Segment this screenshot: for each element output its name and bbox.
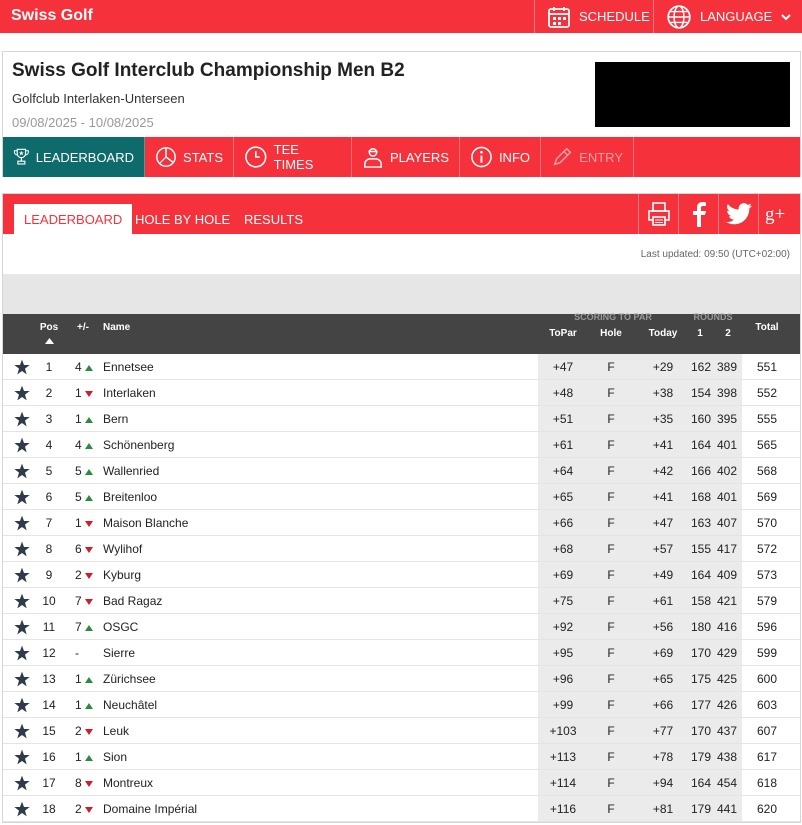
row-total: 579	[756, 594, 778, 608]
row-round-2: 407	[716, 516, 738, 530]
chevron-down-icon	[780, 11, 792, 23]
row-move-value: 6	[75, 542, 82, 556]
move-down-icon	[85, 521, 93, 527]
row-hole: F	[607, 802, 615, 816]
row-round-1: 166	[690, 464, 712, 478]
row-hole: F	[607, 568, 615, 582]
row-hole: F	[607, 516, 615, 530]
row-team-name[interactable]: Neuchâtel	[103, 698, 158, 712]
row-team-name[interactable]: Leuk	[103, 724, 130, 738]
row-hole: F	[607, 750, 615, 764]
row-hole: F	[607, 672, 615, 686]
row-hole: F	[607, 646, 615, 660]
row-move	[75, 698, 101, 712]
row-move	[75, 646, 101, 660]
header-plusminus: +/-	[77, 322, 89, 333]
row-move	[75, 672, 101, 686]
row-total: 603	[756, 698, 778, 712]
nav-info[interactable]	[460, 137, 541, 177]
row-round-2: 409	[716, 568, 738, 582]
event-dates: 09/08/2025 - 10/08/2025	[12, 115, 154, 130]
facebook-share-button[interactable]	[678, 194, 718, 234]
row-total: 573	[756, 568, 778, 582]
row-topar: +92	[552, 620, 574, 634]
row-total: 617	[756, 750, 778, 764]
row-team-name[interactable]: Schönenberg	[103, 438, 175, 452]
header-scoring-to-par: SCORING TO PAR	[574, 312, 652, 322]
trophy-icon	[13, 144, 30, 170]
move-up-icon	[85, 703, 93, 709]
row-move	[75, 542, 101, 556]
nav-info-label: INFO	[498, 149, 530, 165]
clock-icon	[244, 145, 268, 169]
row-move	[75, 568, 101, 582]
facebook-icon	[688, 201, 710, 227]
row-move	[75, 802, 101, 816]
schedule-label: SCHEDULE	[579, 9, 650, 24]
row-topar: +113	[549, 750, 577, 764]
brand-logo[interactable]: Swiss Golf	[11, 7, 93, 24]
star-icon[interactable]	[14, 801, 30, 817]
row-pos: 10	[42, 594, 56, 608]
row-move	[75, 516, 101, 530]
row-move-value: 2	[75, 724, 82, 738]
row-topar: +114	[549, 776, 577, 790]
row-total: 551	[756, 360, 778, 374]
row-team-name[interactable]: Bad Ragaz	[103, 594, 163, 608]
table-header	[3, 314, 800, 354]
header-topar: ToPar	[549, 328, 577, 339]
row-topar: +116	[549, 802, 577, 816]
star-icon[interactable]	[14, 619, 30, 635]
header-pos[interactable]: Pos	[39, 322, 59, 333]
row-pos: 15	[42, 724, 56, 738]
row-team-name[interactable]: Maison Blanche	[103, 516, 189, 530]
row-move-value: 1	[75, 698, 82, 712]
move-down-icon	[85, 599, 93, 605]
row-round-2: 441	[716, 802, 738, 816]
row-total: 565	[756, 438, 778, 452]
row-pos: 11	[42, 620, 56, 634]
row-total: 572	[756, 542, 778, 556]
row-team-name[interactable]: Wylihof	[103, 542, 143, 556]
row-round-2: 437	[716, 724, 738, 738]
row-move-value: 5	[75, 490, 82, 504]
row-topar: +103	[549, 724, 577, 738]
star-icon[interactable]	[14, 749, 30, 765]
header-hole: Hole	[600, 328, 622, 339]
row-pos: 1	[45, 360, 53, 374]
nav-stats-label: STATS	[183, 149, 223, 165]
header-round-2: 2	[725, 328, 731, 339]
table-row[interactable]	[3, 666, 800, 692]
event-title: Swiss Golf Interclub Championship Men B2	[12, 60, 405, 81]
star-icon[interactable]	[14, 775, 30, 791]
move-up-icon	[85, 495, 93, 501]
row-round-1: 162	[690, 360, 712, 374]
row-today: +41	[652, 438, 674, 452]
leaderboard-subnav	[3, 194, 800, 234]
row-today: +69	[652, 646, 674, 660]
nav-leaderboard-label: LEADERBOARD	[35, 149, 134, 165]
row-round-2: 417	[716, 542, 738, 556]
table-row[interactable]	[3, 640, 800, 666]
row-round-2: 454	[716, 776, 738, 790]
sponsor-logo	[595, 62, 790, 127]
row-topar: +51	[552, 412, 574, 426]
row-today: +94	[652, 776, 674, 790]
row-move	[75, 464, 101, 478]
row-topar: +66	[552, 516, 574, 530]
row-today: +57	[652, 542, 674, 556]
star-icon[interactable]	[14, 723, 30, 739]
row-round-1: 175	[690, 672, 712, 686]
svg-text:g+: g+	[764, 204, 785, 225]
row-round-1: 170	[690, 724, 712, 738]
table-row[interactable]	[3, 380, 800, 406]
row-hole: F	[607, 464, 615, 478]
star-icon[interactable]	[14, 463, 30, 479]
sort-up-icon	[45, 338, 54, 344]
row-round-1: 164	[690, 438, 712, 452]
row-today: +81	[652, 802, 674, 816]
star-icon[interactable]	[14, 697, 30, 713]
row-total: 600	[756, 672, 778, 686]
row-hole: F	[607, 776, 615, 790]
nav-tee-times-label: TEE TIMES	[273, 142, 314, 172]
row-topar: +48	[552, 386, 574, 400]
table-row[interactable]	[3, 484, 800, 510]
row-round-2: 416	[716, 620, 738, 634]
move-up-icon	[85, 417, 93, 423]
star-icon[interactable]	[14, 567, 30, 583]
row-hole: F	[607, 490, 615, 504]
event-nav	[3, 137, 800, 177]
row-round-1: 179	[690, 750, 712, 764]
table-row[interactable]	[3, 536, 800, 562]
row-team-name[interactable]: Sion	[103, 750, 128, 764]
row-move	[75, 360, 101, 374]
row-today: +41	[652, 490, 674, 504]
row-pos: 17	[42, 776, 56, 790]
star-icon[interactable]	[14, 515, 30, 531]
row-move-value: 1	[75, 412, 82, 426]
header-round-1: 1	[697, 328, 703, 339]
last-updated: Last updated: 09:50 (UTC+02:00)	[640, 249, 790, 260]
row-today: +61	[652, 594, 674, 608]
row-move	[75, 724, 101, 738]
leaderboard-rows	[3, 354, 800, 822]
row-topar: +47	[552, 360, 574, 374]
row-pos: 6	[45, 490, 53, 504]
row-round-2: 402	[716, 464, 738, 478]
row-pos: 18	[42, 802, 56, 816]
move-down-icon	[85, 729, 93, 735]
row-move	[75, 412, 101, 426]
row-round-1: 158	[690, 594, 712, 608]
language-label: LANGUAGE	[700, 9, 773, 24]
google-plus-share-button[interactable]	[758, 194, 798, 234]
event-header	[2, 51, 801, 177]
row-move	[75, 620, 101, 634]
row-topar: +64	[552, 464, 574, 478]
event-club: Golfclub Interlaken-Unterseen	[12, 91, 185, 106]
leaderboard-panel	[2, 193, 801, 823]
row-today: +42	[652, 464, 674, 478]
calendar-icon	[547, 5, 571, 29]
table-row[interactable]	[3, 770, 800, 796]
table-row[interactable]	[3, 692, 800, 718]
row-pos: 3	[45, 412, 53, 426]
google-plus-icon	[764, 203, 794, 225]
row-hole: F	[607, 360, 615, 374]
move-down-icon	[85, 547, 93, 553]
row-team-name[interactable]: Montreux	[103, 776, 154, 790]
row-round-1: 180	[690, 620, 712, 634]
row-pos: 7	[45, 516, 53, 530]
nav-players-label: PLAYERS	[389, 149, 449, 165]
row-total: 607	[756, 724, 778, 738]
row-pos: 2	[45, 386, 53, 400]
row-today: +56	[652, 620, 674, 634]
move-up-icon	[85, 443, 93, 449]
row-move-value: 8	[75, 776, 82, 790]
header-rounds: ROUNDS	[693, 312, 733, 322]
row-move-value: 7	[75, 620, 82, 634]
star-icon[interactable]	[14, 541, 30, 557]
tab-results[interactable]: RESULTS	[244, 211, 303, 227]
move-up-icon	[85, 365, 93, 371]
row-round-2: 425	[716, 672, 738, 686]
info-icon	[470, 145, 493, 169]
tab-leaderboard[interactable]: LEADERBOARD	[14, 204, 132, 234]
row-round-2: 395	[716, 412, 738, 426]
move-up-icon	[85, 677, 93, 683]
row-move-value: 1	[75, 750, 82, 764]
row-pos: 13	[42, 672, 56, 686]
row-today: +38	[652, 386, 674, 400]
table-row[interactable]	[3, 796, 800, 822]
row-total: 555	[756, 412, 778, 426]
row-topar: +95	[552, 646, 574, 660]
nav-tee-times[interactable]	[234, 137, 352, 177]
nav-players[interactable]	[352, 137, 460, 177]
row-team-name[interactable]: Ennetsee	[103, 360, 154, 374]
row-topar: +96	[552, 672, 574, 686]
row-hole: F	[607, 542, 615, 556]
star-icon[interactable]	[14, 359, 30, 375]
row-round-1: 170	[690, 646, 712, 660]
row-move-value: 2	[75, 568, 82, 582]
table-row[interactable]	[3, 510, 800, 536]
row-move	[75, 386, 101, 400]
row-team-name[interactable]: Sierre	[103, 646, 136, 660]
row-total: 552	[756, 386, 778, 400]
row-team-name[interactable]: Interlaken	[103, 386, 156, 400]
row-round-1: 164	[690, 568, 712, 582]
row-move-value: 7	[75, 594, 82, 608]
row-topar: +68	[552, 542, 574, 556]
row-round-2: 429	[716, 646, 738, 660]
nav-entry	[541, 137, 634, 177]
row-topar: +99	[552, 698, 574, 712]
row-hole: F	[607, 724, 615, 738]
row-team-name[interactable]: Kyburg	[103, 568, 142, 582]
header-total: Total	[755, 322, 779, 333]
move-up-icon	[85, 469, 93, 475]
row-total: 568	[756, 464, 778, 478]
schedule-button[interactable]	[534, 0, 653, 33]
row-round-1: 155	[690, 542, 712, 556]
row-round-2: 426	[716, 698, 738, 712]
row-move-value: 1	[75, 672, 82, 686]
row-round-1: 154	[690, 386, 712, 400]
twitter-share-button[interactable]	[718, 194, 758, 234]
star-icon[interactable]	[14, 671, 30, 687]
row-hole: F	[607, 386, 615, 400]
twitter-icon	[726, 203, 752, 225]
row-today: +77	[652, 724, 674, 738]
move-down-icon	[85, 781, 93, 787]
row-round-1: 179	[690, 802, 712, 816]
header-today: Today	[648, 328, 678, 339]
row-topar: +61	[552, 438, 574, 452]
row-total: 596	[756, 620, 778, 634]
row-total: 599	[756, 646, 778, 660]
row-round-1: 177	[690, 698, 712, 712]
row-hole: F	[607, 438, 615, 452]
top-bar	[0, 0, 802, 33]
row-move-value: 1	[75, 516, 82, 530]
star-icon[interactable]	[14, 411, 30, 427]
row-pos: 16	[42, 750, 56, 764]
table-row[interactable]	[3, 432, 800, 458]
printer-icon	[646, 201, 672, 227]
pencil-icon	[551, 145, 573, 169]
language-button[interactable]	[653, 0, 802, 33]
row-move	[75, 490, 101, 504]
row-round-1: 164	[690, 776, 712, 790]
table-row[interactable]	[3, 354, 800, 380]
row-topar: +69	[552, 568, 574, 582]
row-total: 570	[756, 516, 778, 530]
row-round-1: 160	[690, 412, 712, 426]
row-move-value: 1	[75, 386, 82, 400]
row-today: +47	[652, 516, 674, 530]
row-move-value: 4	[75, 438, 82, 452]
row-total: 569	[756, 490, 778, 504]
row-today: +29	[652, 360, 674, 374]
row-round-2: 401	[716, 490, 738, 504]
row-move	[75, 594, 101, 608]
table-row[interactable]	[3, 718, 800, 744]
row-hole: F	[607, 594, 615, 608]
move-down-icon	[85, 573, 93, 579]
row-today: +78	[652, 750, 674, 764]
row-round-2: 401	[716, 438, 738, 452]
row-move-value: 2	[75, 802, 82, 816]
row-today: +65	[652, 672, 674, 686]
row-hole: F	[607, 698, 615, 712]
filter-band	[3, 274, 800, 314]
row-team-name[interactable]: Domaine Impérial	[103, 802, 198, 816]
row-pos: 4	[45, 438, 53, 452]
nav-entry-label: ENTRY	[579, 149, 623, 165]
row-move-value: 4	[75, 360, 82, 374]
row-move-value: 5	[75, 464, 82, 478]
row-topar: +65	[552, 490, 574, 504]
table-row[interactable]	[3, 562, 800, 588]
row-pos: 5	[45, 464, 53, 478]
row-team-name[interactable]: Zürichsee	[103, 672, 156, 686]
row-move	[75, 438, 101, 452]
row-round-2: 389	[716, 360, 738, 374]
row-pos: 8	[45, 542, 53, 556]
star-icon[interactable]	[14, 385, 30, 401]
move-down-icon	[85, 391, 93, 397]
row-pos: 9	[45, 568, 53, 582]
table-row[interactable]	[3, 744, 800, 770]
table-row[interactable]	[3, 614, 800, 640]
row-today: +35	[652, 412, 674, 426]
row-today: +49	[652, 568, 674, 582]
globe-icon	[666, 4, 692, 30]
row-team-name[interactable]: Breitenloo	[103, 490, 158, 504]
row-round-2: 398	[716, 386, 738, 400]
row-move	[75, 776, 101, 790]
row-total: 620	[756, 802, 778, 816]
row-team-name[interactable]: Wallenried	[103, 464, 160, 478]
star-icon[interactable]	[14, 437, 30, 453]
row-hole: F	[607, 620, 615, 634]
golfer-icon	[362, 145, 384, 169]
print-button[interactable]	[638, 194, 678, 234]
row-round-2: 438	[716, 750, 738, 764]
nav-leaderboard[interactable]	[3, 137, 145, 177]
move-up-icon	[85, 625, 93, 631]
move-up-icon	[85, 755, 93, 761]
row-pos: 12	[42, 646, 56, 660]
table-row[interactable]	[3, 458, 800, 484]
row-hole: F	[607, 412, 615, 426]
table-row[interactable]	[3, 406, 800, 432]
row-move-value: -	[75, 646, 79, 660]
row-round-2: 421	[716, 594, 738, 608]
row-team-name[interactable]: Bern	[103, 412, 129, 426]
row-today: +66	[652, 698, 674, 712]
row-team-name[interactable]: OSGC	[103, 620, 139, 634]
row-total: 618	[756, 776, 778, 790]
row-pos: 14	[42, 698, 56, 712]
row-round-1: 168	[690, 490, 712, 504]
row-round-1: 163	[690, 516, 712, 530]
star-icon[interactable]	[14, 593, 30, 609]
table-row[interactable]	[3, 588, 800, 614]
header-name: Name	[103, 322, 131, 333]
pie-chart-icon	[155, 145, 177, 169]
row-topar: +75	[552, 594, 574, 608]
move-down-icon	[85, 807, 93, 813]
star-icon[interactable]	[14, 489, 30, 505]
tab-hole-by-hole[interactable]: HOLE BY HOLE	[135, 211, 231, 227]
star-icon[interactable]	[14, 645, 30, 661]
nav-stats[interactable]	[145, 137, 234, 177]
row-move	[75, 750, 101, 764]
